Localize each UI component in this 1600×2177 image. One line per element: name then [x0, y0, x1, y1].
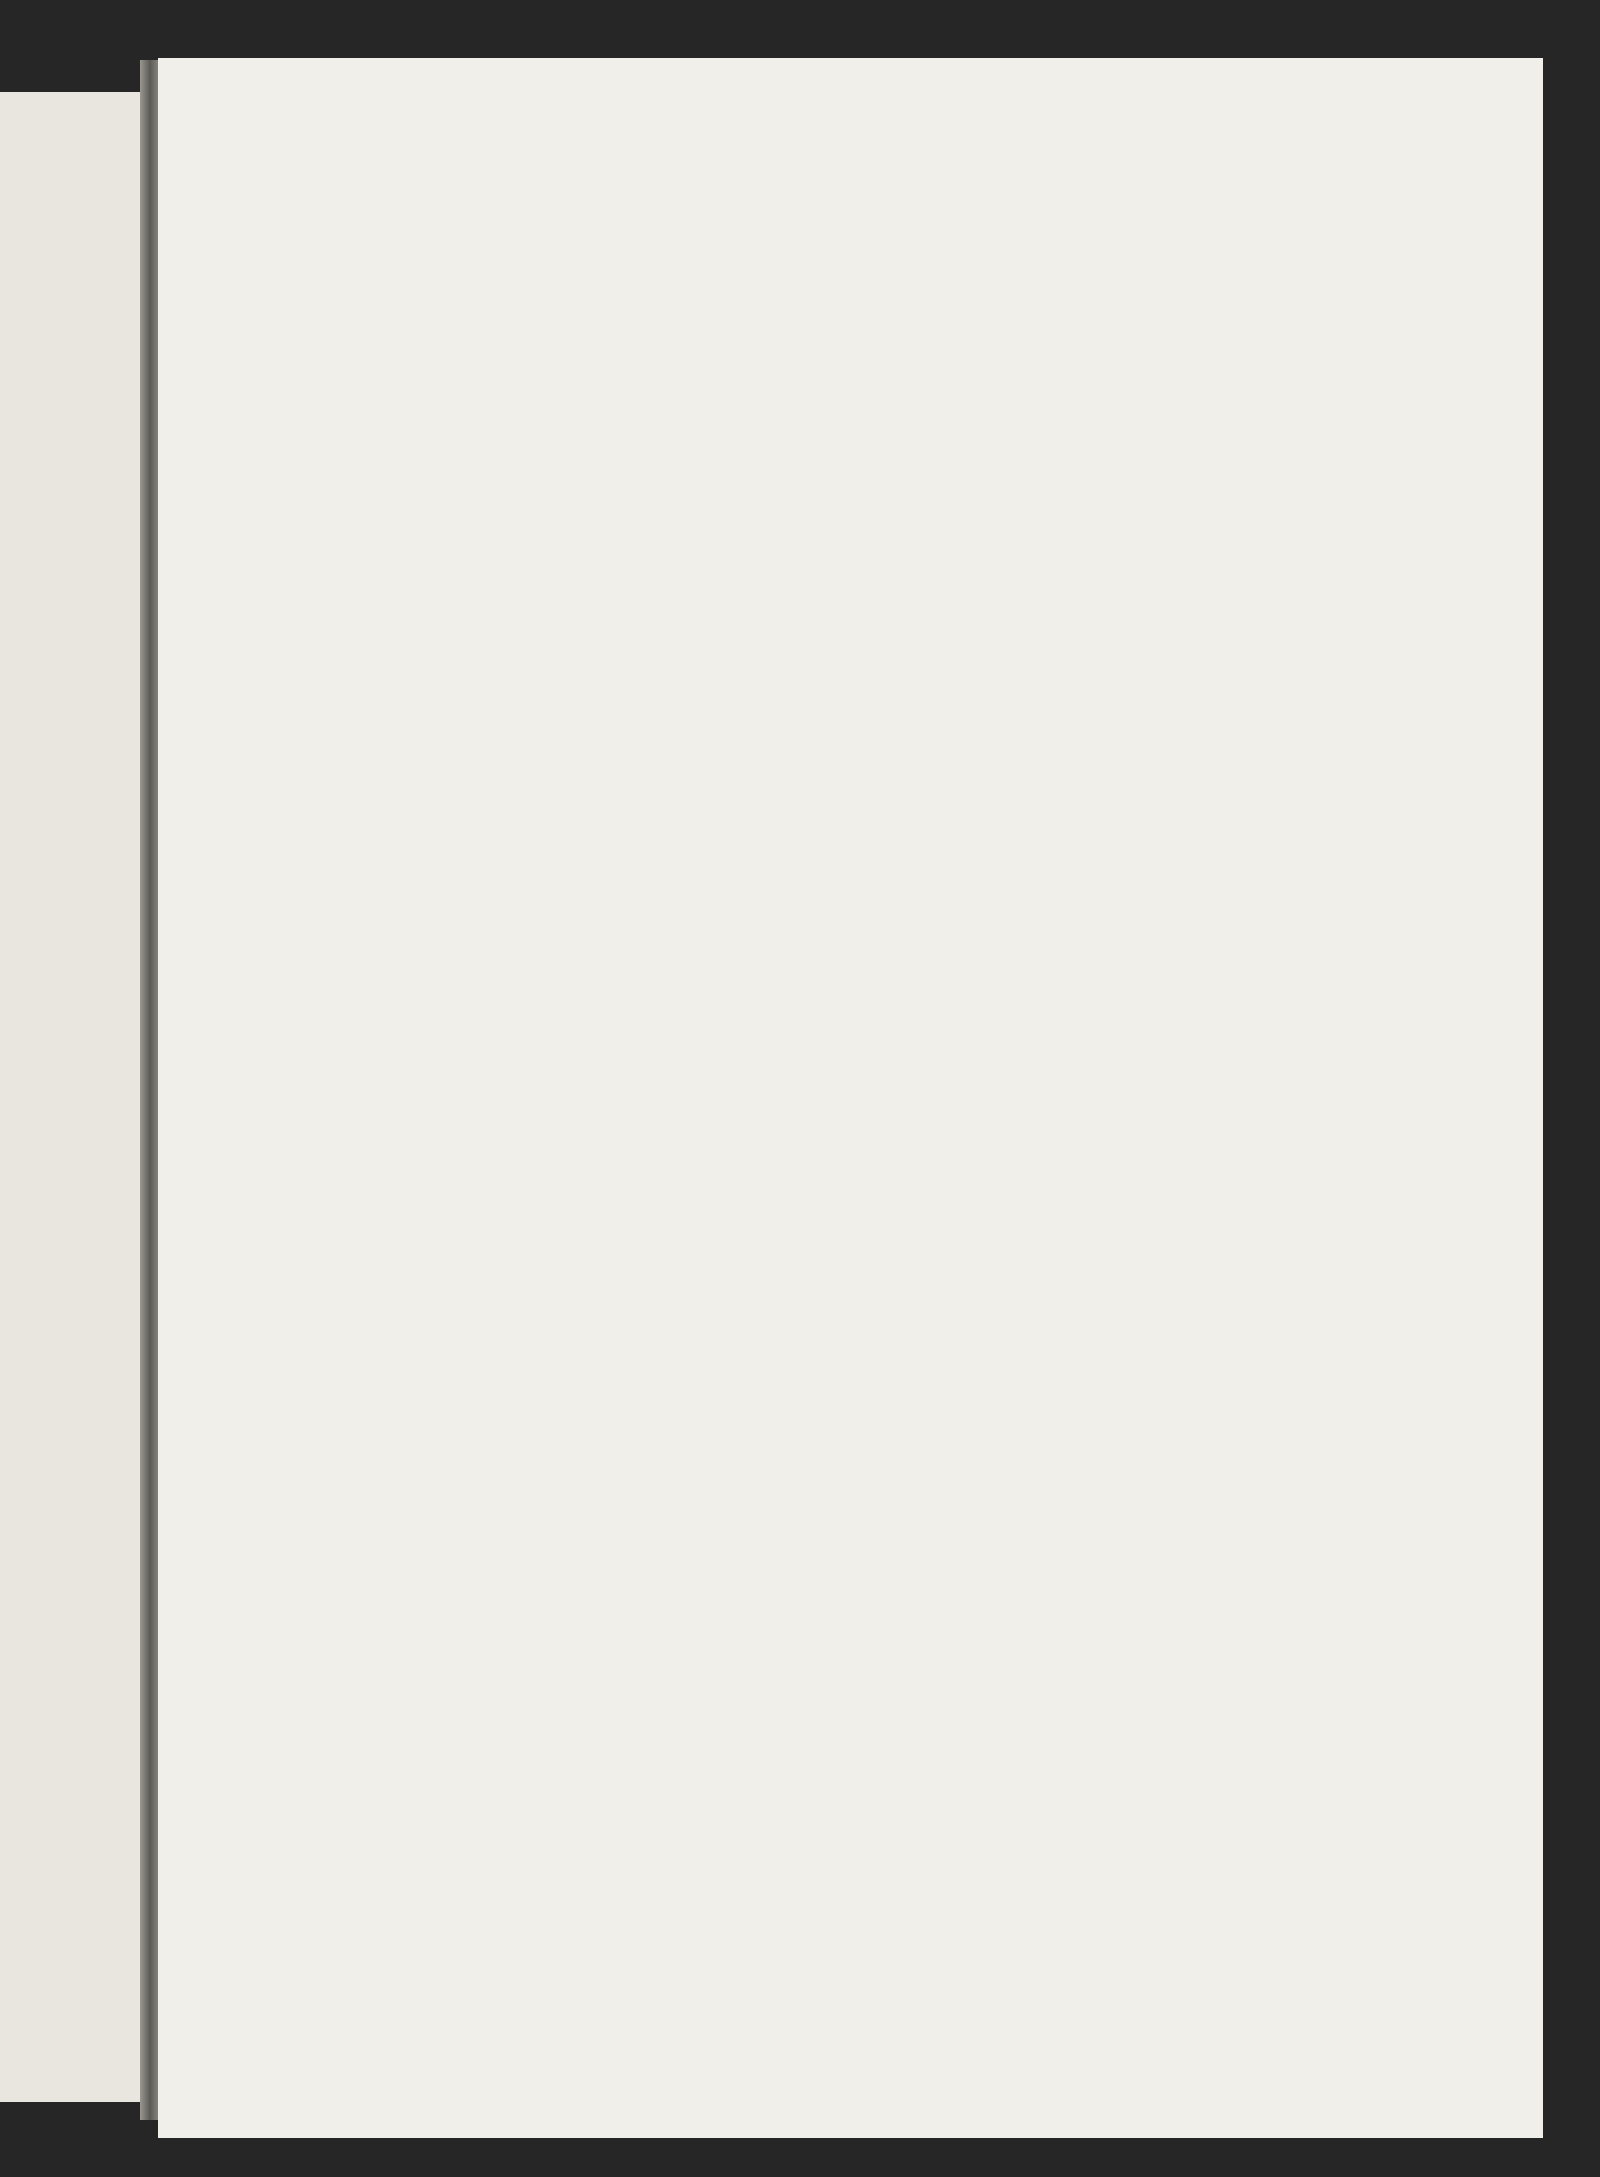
directory-page: [158, 58, 1543, 2138]
book-gutter: [140, 60, 160, 2120]
left-page-fragment: [0, 92, 150, 2102]
